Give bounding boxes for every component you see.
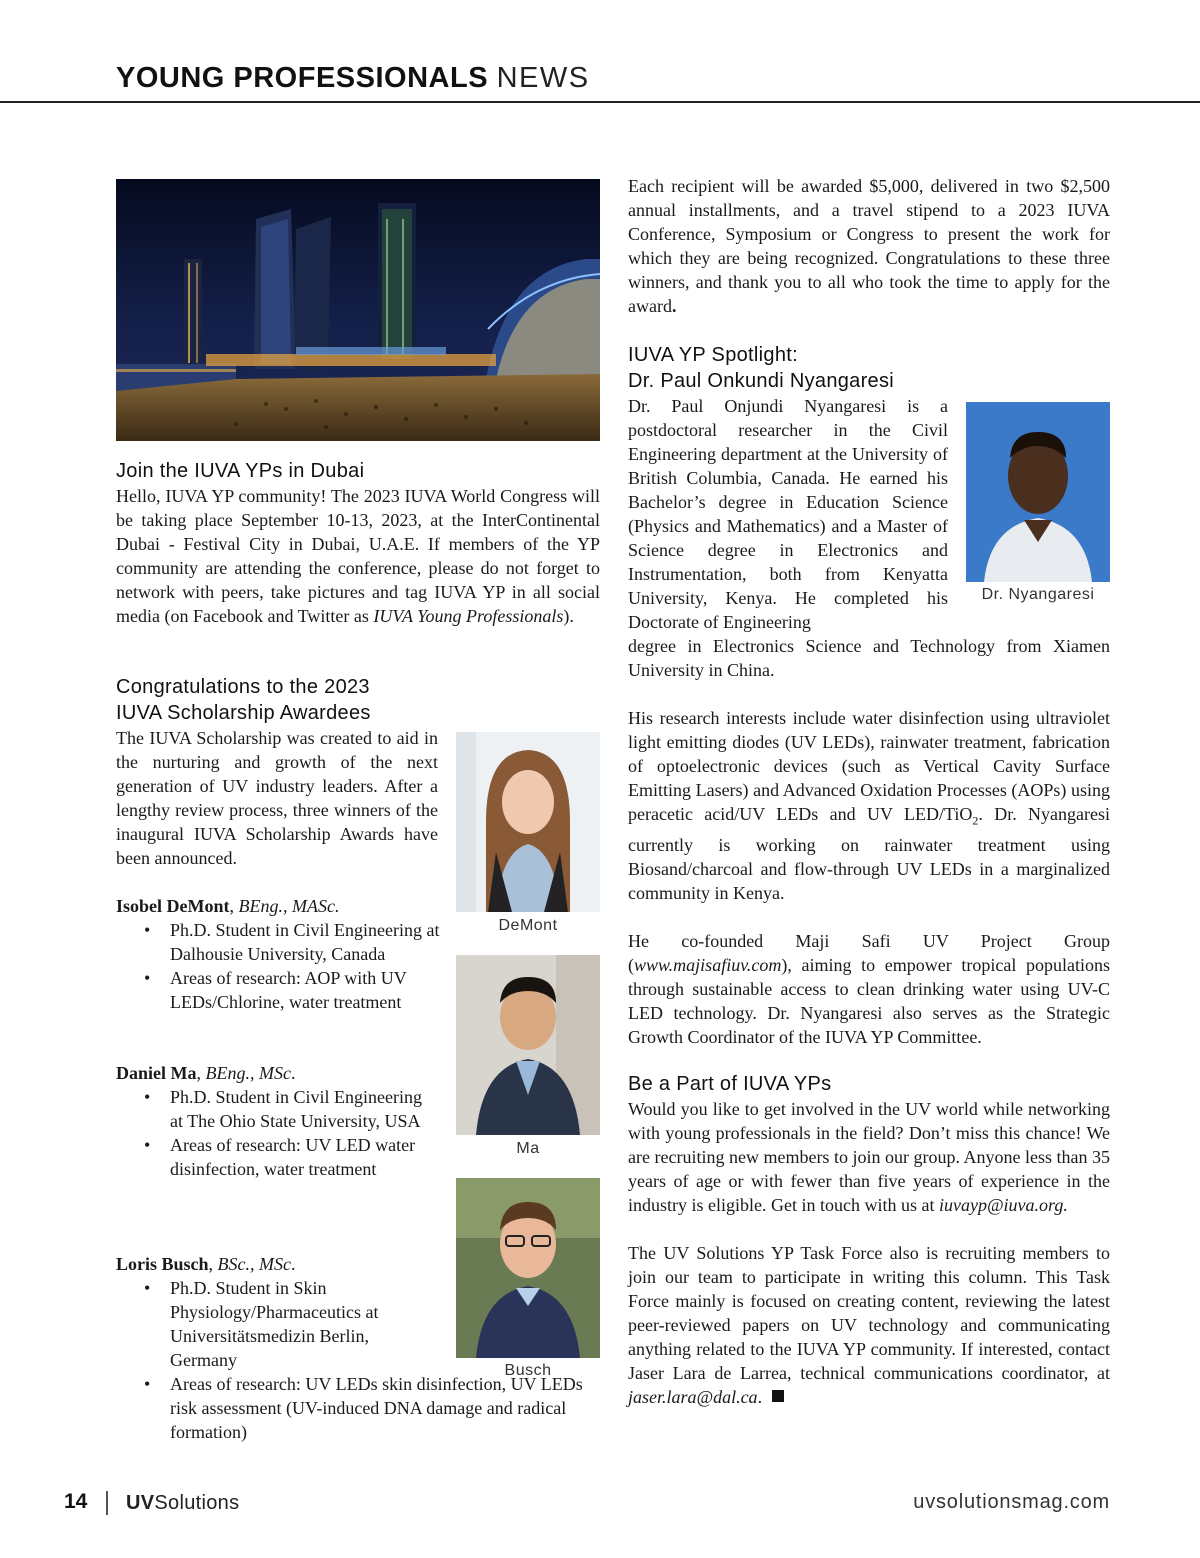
spotlight-heading-line2: Dr. Paul Onkundi Nyangaresi [628, 370, 895, 392]
nyangaresi-portrait [966, 402, 1110, 582]
busch-caption: Busch [504, 1362, 552, 1379]
awardee-bullet: • Ph.D. Student in Civil Engineering at The Ohio State University, USA [170, 1085, 430, 1133]
demont-portrait [456, 732, 600, 912]
spotlight-para1-full: degree in Electronics Science and Technology from Xiamen University in China. [628, 636, 1110, 680]
jaser-email-link[interactable]: jaser.lara@dal.ca [628, 1386, 758, 1407]
scholarship-intro: The IUVA Scholarship was created to aid in the nurturing and growth of the next generation of UV industry leaders. After a lengthy review process, three winners of the inaugural IUVA Scholarship Awards have been announced. [116, 728, 438, 868]
awardee-bullet: • Ph.D. Student in Skin Physiology/Pharmaceutics at Universitätsmedizin Berlin, Germany [170, 1276, 415, 1372]
awardee-demont: Isobel DeMont, BEng., MASc. • Ph.D. Student in Civil Engineering at Dalhousie University, Canada • Areas of research: AOP with UV LEDs/Chlorine, water treatment [116, 894, 456, 1014]
awardee-bullet: • Areas of research: UV LEDs skin disinfection, UV LEDs risk assessment (UV-induced DNA damage and radical formation) [170, 1372, 596, 1444]
end-of-article-mark [772, 1390, 784, 1402]
section-header [116, 62, 590, 95]
spotlight-heading-line1: IUVA YP Spotlight: [628, 344, 798, 366]
page-number: 14 [64, 1490, 88, 1513]
ma-portrait [456, 955, 600, 1135]
maji-safi-link[interactable]: www.majisafiuv.com [634, 954, 782, 975]
awardee-bullet: • Areas of research: UV LED water disinfection, water treatment [170, 1133, 430, 1181]
dubai-festival-city-photo [116, 179, 600, 441]
scholarship-heading-line1: Congratulations to the 2023 [116, 676, 370, 698]
bepart-para2: The UV Solutions YP Task Force also is recruiting members to join our team to participate in writing this column. This Task Force mainly is focused on creating content, reviewing the latest peer-reviewed papers on UV technology and communicating anything related to the IUVA YP community. If interested, contact Jaser Lara de Larrea, technical communications coordinator, at jaser.lara@dal.ca. [628, 1242, 1110, 1407]
awardee-bullet: • Areas of research: AOP with UV LEDs/Chlorine, water treatment [170, 966, 440, 1014]
spotlight-para2: His research interests include water disinfection using ultraviolet light emitting diodes (UV LEDs), rainwater treatment, fabrication of optoelectronic devices (such as Vertical Cavity Surface Emitting Lasers) and Advanced Oxidation Processes (AOPs) using peracetic acid/UV LEDs and UV LED/TiO$_2$. Dr. Nyangaresi currently is working on rainwater treatment using Biosand/charcoal and flow-through UV LEDs in a marginalized community in Kenya. [628, 708, 1111, 903]
scholarship-heading-line2: IUVA Scholarship Awardees [116, 702, 371, 724]
dubai-heading: Join the IUVA YPs in Dubai [116, 460, 365, 482]
demont-caption: DeMont [498, 917, 558, 934]
header-rule [0, 101, 1200, 103]
magazine-url[interactable]: uvsolutionsmag.com [913, 1491, 1110, 1513]
awardee-name: Daniel Ma [116, 1063, 197, 1083]
awardee-degrees: BEng., MSc [205, 1063, 291, 1083]
scholarship-section [116, 674, 446, 870]
magazine-name: UVSolutions [126, 1492, 240, 1514]
section-header-light: NEWS [496, 62, 590, 94]
footer-separator [106, 1491, 108, 1515]
ma-caption: Ma [516, 1140, 540, 1157]
awardee-degrees: BSc., MSc [217, 1254, 291, 1274]
awardee-bullet: • Ph.D. Student in Civil Engineering at Dalhousie University, Canada [170, 918, 440, 966]
awardee-ma: Daniel Ma, BEng., MSc. • Ph.D. Student in Civil Engineering at The Ohio State University, USA • Areas of research: UV LED water disinfection, water treatment [116, 1061, 456, 1181]
dubai-body: Hello, IUVA YP community! The 2023 IUVA World Congress will be taking place September 10-13, 2023, at the InterContinental Dubai - Festival City in Dubai, U.A.E. If members of the YP community are attending the conference, please do not forget to network with peers, take pictures and tag IUVA YP in all social media (on Facebook and Twitter as IUVA Young Professionals). [116, 486, 600, 626]
spotlight-para1-wrapped: Dr. Paul Onjundi Nyangaresi is a postdoctoral researcher in the Civil Engineering department at the University of British Columbia, Canada. He earned his Bachelor’s degree in Education Science (Physics and Mathematics) and a Master of Science degree in Electronics and Instrumentation, both from Kenyatta University, Kenya. He completed his Doctorate of Engineering [628, 396, 948, 632]
iuvayp-email-link[interactable]: iuvayp@iuva.org. [938, 1194, 1068, 1215]
iuva-yp-handle: IUVA Young Professionals [373, 606, 564, 626]
bepart-para1: Would you like to get involved in the UV world while networking with young professionals in the field? Don’t miss this chance! We are recruiting new members to join our group. Anyone less than 35 years of age or with fewer than five years of experience in the industry is eligible. Get in touch with us at iuvayp@iuva.org. [628, 1098, 1110, 1215]
award-paragraph: Each recipient will be awarded $5,000, delivered in two $2,500 annual installments, and a travel stipend to a 2023 IUVA Conference, Symposium or Congress to present the work for which they are being recognized. Congratulations to these three winners, and thank you to all who took the time to apply for the award. [628, 176, 1110, 316]
nyangaresi-caption: Dr. Nyangaresi [981, 586, 1095, 603]
section-header-bold: YOUNG PROFESSIONALS [116, 62, 489, 94]
awardee-name: Loris Busch [116, 1254, 209, 1274]
bepart-heading: Be a Part of IUVA YPs [628, 1072, 832, 1095]
awardee-name: Isobel DeMont [116, 896, 230, 916]
awardee-busch: Loris Busch, BSc., MSc. • Ph.D. Student in Skin Physiology/Pharmaceutics at Universitätsmedizin Berlin, Germany • Areas of research: UV LEDs skin disinfection, UV LEDs risk assessment (UV-induced DNA damage and radical formation) [116, 1252, 596, 1444]
spotlight-para3: He co-founded Maji Safi UV Project Group (www.majisafiuv.com), aiming to empower tropical populations through sustainable access to clean drinking water using UV-C LED technology. Dr. Nyangaresi also serves as the Strategic Growth Coordinator of the IUVA YP Committee. [628, 930, 1110, 1047]
dubai-article [116, 458, 600, 628]
awardee-degrees: BEng., MASc. [238, 896, 340, 916]
